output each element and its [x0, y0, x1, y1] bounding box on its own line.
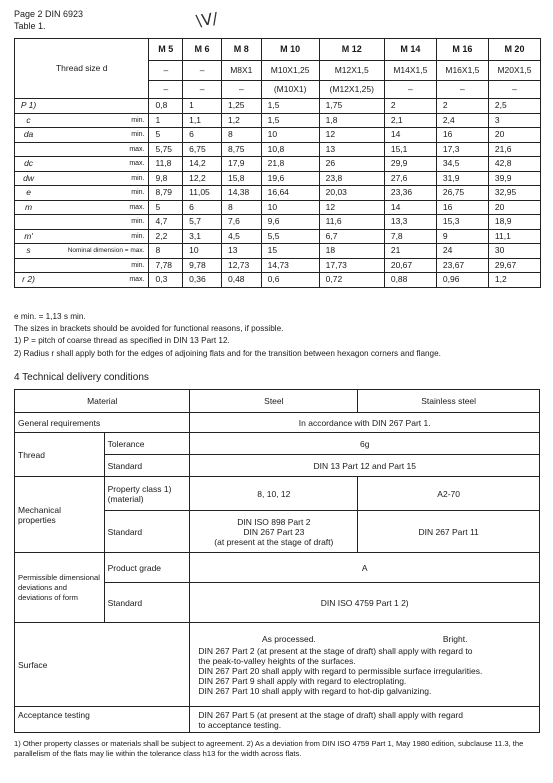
- value-cell: 18: [319, 244, 384, 259]
- table-row: [15, 142, 541, 157]
- size-header: M 6: [183, 39, 222, 61]
- table-notes: [14, 311, 441, 360]
- fine-thread-cell: –: [149, 61, 183, 81]
- value-cell: 14,73: [261, 258, 319, 273]
- value-cell: 20: [488, 128, 540, 143]
- value-cell: 8,75: [221, 142, 261, 157]
- tolerance-value: 6g: [190, 433, 540, 455]
- row-limit: min.: [42, 258, 149, 273]
- table-row: [15, 244, 541, 259]
- value-cell: 3: [488, 113, 540, 128]
- surface-line: DIN 267 Part 9 shall apply with regard to electroplating.: [198, 675, 407, 686]
- row-symbol: dc: [15, 157, 43, 172]
- value-cell: 15,3: [436, 215, 488, 230]
- handwritten-mark: \V/: [194, 8, 219, 31]
- note-line: e min. = 1,13 s min.: [14, 312, 86, 321]
- value-cell: 2: [384, 99, 436, 114]
- row-limit: min.: [42, 171, 149, 186]
- thread-label: Thread: [15, 433, 105, 477]
- value-cell: 15: [261, 244, 319, 259]
- property-class-steel: 8, 10, 12: [190, 477, 358, 511]
- value-cell: 17,73: [319, 258, 384, 273]
- delivery-conditions-table: [14, 389, 540, 733]
- fine-thread-cell: M8X1: [221, 61, 261, 81]
- row-limit: max.: [42, 200, 149, 215]
- size-header: M 14: [384, 39, 436, 61]
- note-line: 2) Radius r shall apply both for the edges of adjoining flats and for the transition between hexagon corners and flange.: [14, 348, 441, 358]
- value-cell: 5: [149, 200, 183, 215]
- row-symbol: [15, 258, 43, 273]
- value-cell: 3,1: [183, 229, 222, 244]
- value-cell: 1,25: [221, 99, 261, 114]
- value-cell: 18,9: [488, 215, 540, 230]
- value-cell: 8: [221, 200, 261, 215]
- value-cell: 0,6: [261, 273, 319, 288]
- value-cell: 7,78: [149, 258, 183, 273]
- value-cell: 1,1: [183, 113, 222, 128]
- acceptance-line: DIN 267 Part 5 (at present at the stage of draft) shall apply with regard: [198, 709, 463, 720]
- fine-thread-alt-cell: –: [149, 81, 183, 99]
- value-cell: 12: [319, 128, 384, 143]
- fine-thread-alt-cell: –: [488, 81, 540, 99]
- value-cell: 0,36: [183, 273, 222, 288]
- value-cell: 29,9: [384, 157, 436, 172]
- fine-thread-alt-cell: –: [183, 81, 222, 99]
- value-cell: 23,8: [319, 171, 384, 186]
- value-cell: 1,5: [261, 99, 319, 114]
- value-cell: 11,1: [488, 229, 540, 244]
- fine-thread-cell: M20X1,5: [488, 61, 540, 81]
- size-header: M 10: [261, 39, 319, 61]
- value-cell: 19,6: [261, 171, 319, 186]
- value-cell: 8: [149, 244, 183, 259]
- value-cell: 10: [261, 200, 319, 215]
- value-cell: 0,48: [221, 273, 261, 288]
- value-cell: 1: [183, 99, 222, 114]
- value-cell: 0,8: [149, 99, 183, 114]
- table-label: Table 1.: [14, 21, 46, 31]
- value-cell: 17,3: [436, 142, 488, 157]
- table-row: [15, 200, 541, 215]
- size-header: M 12: [319, 39, 384, 61]
- value-cell: 12: [319, 200, 384, 215]
- surface-steel: As processed.: [261, 633, 316, 644]
- fine-thread-alt-cell: (M10X1): [261, 81, 319, 99]
- row-limit: min.: [42, 113, 149, 128]
- value-cell: 14,38: [221, 186, 261, 201]
- value-cell: 10: [261, 128, 319, 143]
- surface-stainless: Bright.: [442, 633, 468, 644]
- value-cell: 20: [488, 200, 540, 215]
- value-cell: 16: [436, 200, 488, 215]
- row-symbol: [15, 215, 43, 230]
- value-cell: 14: [384, 128, 436, 143]
- value-cell: 9,78: [183, 258, 222, 273]
- dimensions-table: [14, 38, 541, 288]
- value-cell: 23,67: [436, 258, 488, 273]
- value-cell: 6,7: [319, 229, 384, 244]
- value-cell: 12,73: [221, 258, 261, 273]
- value-cell: 11,05: [183, 186, 222, 201]
- value-cell: 16: [436, 128, 488, 143]
- surface-value: [190, 623, 540, 707]
- value-cell: 17,9: [221, 157, 261, 172]
- row-limit: min.: [42, 229, 149, 244]
- value-cell: 7,6: [221, 215, 261, 230]
- note-line: 1) P = pitch of coarse thread as specified in DIN 13 Part 12.: [14, 336, 230, 346]
- value-cell: 5,5: [261, 229, 319, 244]
- mechanical-standard-label: Standard: [104, 511, 190, 553]
- value-cell: 10: [183, 244, 222, 259]
- permissible-deviations-label: Permissible dimensional deviations and deviations of form: [15, 553, 105, 623]
- note-line: The sizes in brackets should be avoided for functional reasons, if possible.: [14, 324, 284, 334]
- row-limit: [42, 99, 149, 114]
- value-cell: 24: [436, 244, 488, 259]
- std-line: DIN 267 Part 23: [243, 526, 305, 537]
- table-row: [15, 215, 541, 230]
- value-cell: 5,7: [183, 215, 222, 230]
- value-cell: 2,2: [149, 229, 183, 244]
- deviation-standard-value: DIN ISO 4759 Part 1 2): [190, 583, 540, 623]
- acceptance-testing-value: [190, 707, 540, 733]
- general-requirements-label: General requirements: [15, 413, 190, 433]
- product-grade-label: Product grade: [104, 553, 190, 583]
- std-line: (at present at the stage of draft): [214, 536, 334, 547]
- value-cell: 26: [319, 157, 384, 172]
- value-cell: 2,5: [488, 99, 540, 114]
- fine-thread-alt-cell: (M12X1,25): [319, 81, 384, 99]
- value-cell: 0,3: [149, 273, 183, 288]
- row-symbol: dw: [15, 171, 43, 186]
- mechanical-standard-steel: [190, 511, 358, 553]
- value-cell: 11,8: [149, 157, 183, 172]
- table-row: [15, 186, 541, 201]
- row-symbol: [15, 142, 43, 157]
- row-symbol: s: [15, 244, 43, 259]
- value-cell: 1,2: [488, 273, 540, 288]
- row-symbol: m': [15, 229, 43, 244]
- fine-thread-cell: M14X1,5: [384, 61, 436, 81]
- value-cell: 27,6: [384, 171, 436, 186]
- table-row: [15, 258, 541, 273]
- tolerance-label: Tolerance: [104, 433, 190, 455]
- value-cell: 1,5: [261, 113, 319, 128]
- value-cell: 32,95: [488, 186, 540, 201]
- value-cell: 8,79: [149, 186, 183, 201]
- size-header: M 20: [488, 39, 540, 61]
- value-cell: 6: [183, 128, 222, 143]
- mechanical-standard-stainless: DIN 267 Part 11: [358, 511, 540, 553]
- table-row: [15, 113, 541, 128]
- row-symbol: da: [15, 128, 43, 143]
- acceptance-testing-label: Acceptance testing: [15, 707, 190, 733]
- row-symbol: r 2): [15, 273, 43, 288]
- surface-line: DIN 267 Part 10 shall apply with regard to hot-dip galvanizing.: [198, 685, 432, 696]
- row-symbol: m: [15, 200, 43, 215]
- table-row: [15, 128, 541, 143]
- size-header: M 8: [221, 39, 261, 61]
- value-cell: 31,9: [436, 171, 488, 186]
- value-cell: 1,8: [319, 113, 384, 128]
- footnote: 1) Other property classes or materials shall be subject to agreement. 2) As a deviation from DIN ISO 4759 Part 1, May 1980 edition, subclause 11.3, the parallelism of the flats may lie within the tolerance class h13 for the width across flats.: [14, 739, 524, 758]
- value-cell: 12,2: [183, 171, 222, 186]
- value-cell: 11,6: [319, 215, 384, 230]
- value-cell: 0,88: [384, 273, 436, 288]
- value-cell: 7,8: [384, 229, 436, 244]
- property-class-stainless: A2-70: [358, 477, 540, 511]
- value-cell: 5,75: [149, 142, 183, 157]
- surface-line: DIN 267 Part 20 shall apply with regard to permissible surface irregularities.: [198, 665, 483, 676]
- value-cell: 30: [488, 244, 540, 259]
- mechanical-properties-label: Mechanical properties: [15, 477, 105, 553]
- fine-thread-cell: M16X1,5: [436, 61, 488, 81]
- fine-thread-alt-cell: –: [384, 81, 436, 99]
- size-header: M 16: [436, 39, 488, 61]
- table-row: [15, 99, 541, 114]
- row-limit: min.: [42, 186, 149, 201]
- value-cell: 26,75: [436, 186, 488, 201]
- value-cell: 13: [319, 142, 384, 157]
- value-cell: 16,64: [261, 186, 319, 201]
- table-row: [15, 229, 541, 244]
- row-symbol: c: [15, 113, 43, 128]
- value-cell: 15,1: [384, 142, 436, 157]
- value-cell: 2,4: [436, 113, 488, 128]
- size-header: M 5: [149, 39, 183, 61]
- section-title: 4 Technical delivery conditions: [14, 372, 149, 383]
- row-limit: min.: [42, 215, 149, 230]
- value-cell: 4,5: [221, 229, 261, 244]
- value-cell: 39,9: [488, 171, 540, 186]
- fine-thread-cell: M10X1,25: [261, 61, 319, 81]
- fine-thread-alt-cell: –: [436, 81, 488, 99]
- property-class-label: Property class 1) (material): [104, 477, 190, 511]
- fine-thread-cell: –: [183, 61, 222, 81]
- fine-thread-cell: M12X1,5: [319, 61, 384, 81]
- value-cell: 9,6: [261, 215, 319, 230]
- value-cell: 15,8: [221, 171, 261, 186]
- value-cell: 14: [384, 200, 436, 215]
- header-stainless: Stainless steel: [358, 390, 540, 413]
- value-cell: 0,96: [436, 273, 488, 288]
- table-row: [15, 273, 541, 288]
- table-row: [15, 157, 541, 172]
- row-limit: max.: [42, 273, 149, 288]
- thread-standard-value: DIN 13 Part 12 and Part 15: [190, 455, 540, 477]
- value-cell: 14,2: [183, 157, 222, 172]
- value-cell: 6: [183, 200, 222, 215]
- header-material: Material: [15, 390, 190, 413]
- value-cell: 42,8: [488, 157, 540, 172]
- row-limit: min.: [42, 128, 149, 143]
- value-cell: 13,3: [384, 215, 436, 230]
- value-cell: 20,67: [384, 258, 436, 273]
- value-cell: 6,75: [183, 142, 222, 157]
- value-cell: 5: [149, 128, 183, 143]
- thread-standard-label: Standard: [104, 455, 190, 477]
- surface-line: DIN 267 Part 2 (at present at the stage of draft) shall apply with regard to: [198, 645, 473, 656]
- value-cell: 10,8: [261, 142, 319, 157]
- thread-size-label: Thread size d: [15, 39, 149, 99]
- header-steel: Steel: [190, 390, 358, 413]
- value-cell: 21,6: [488, 142, 540, 157]
- table-row: [15, 171, 541, 186]
- general-requirements-value: In accordance with DIN 267 Part 1.: [190, 413, 540, 433]
- value-cell: 4,7: [149, 215, 183, 230]
- value-cell: 0,72: [319, 273, 384, 288]
- surface-label: Surface: [15, 623, 190, 707]
- fine-thread-alt-cell: –: [221, 81, 261, 99]
- value-cell: 23,36: [384, 186, 436, 201]
- row-symbol: e: [15, 186, 43, 201]
- surface-line: the peak-to-valley heights of the surfaces.: [198, 655, 356, 666]
- value-cell: 8: [221, 128, 261, 143]
- value-cell: 21,8: [261, 157, 319, 172]
- value-cell: 29,67: [488, 258, 540, 273]
- value-cell: 2,1: [384, 113, 436, 128]
- page-label: Page 2 DIN 6923: [14, 9, 84, 19]
- value-cell: 21: [384, 244, 436, 259]
- row-symbol: P 1): [15, 99, 43, 114]
- value-cell: 1,75: [319, 99, 384, 114]
- value-cell: 9: [436, 229, 488, 244]
- value-cell: 9,8: [149, 171, 183, 186]
- row-limit: Nominal dimension = max.: [42, 244, 149, 259]
- value-cell: 2: [436, 99, 488, 114]
- std-line: DIN ISO 898 Part 2: [237, 516, 311, 527]
- value-cell: 20,03: [319, 186, 384, 201]
- value-cell: 34,5: [436, 157, 488, 172]
- value-cell: 1,2: [221, 113, 261, 128]
- value-cell: 1: [149, 113, 183, 128]
- deviation-standard-label: Standard: [104, 583, 190, 623]
- row-limit: max.: [42, 142, 149, 157]
- row-limit: max.: [42, 157, 149, 172]
- product-grade-value: A: [190, 553, 540, 583]
- value-cell: 13: [221, 244, 261, 259]
- acceptance-line: to acceptance testing.: [198, 719, 282, 730]
